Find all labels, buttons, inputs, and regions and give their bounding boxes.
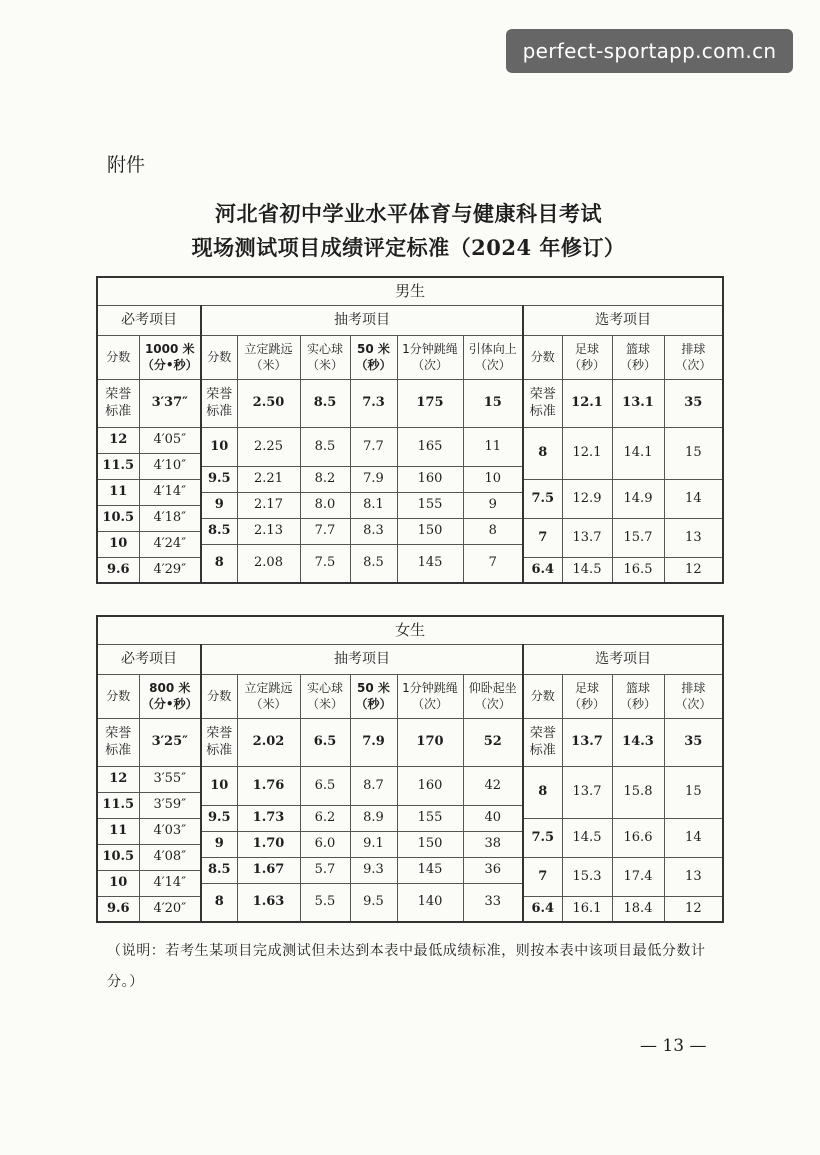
drawn-ball: 6.0	[300, 831, 350, 857]
drawn-ball: 5.7	[300, 857, 350, 883]
annex-label: 附件	[107, 154, 146, 176]
page-title: 河北省初中学业水平体育与健康科目考试	[215, 201, 602, 226]
drawn-extra: 7	[463, 544, 523, 583]
drawn-jump: 2.08	[237, 544, 300, 583]
elective-score: 6.4	[523, 557, 562, 583]
drawn-rope: 155	[397, 492, 463, 518]
run-time: 4′10″	[139, 453, 201, 479]
honor-ball: 8.5	[300, 379, 350, 427]
drawn-sprint: 9.3	[350, 857, 397, 883]
run-time: 3′59″	[139, 792, 201, 818]
run-time: 4′14″	[139, 479, 201, 505]
drawn-rope: 155	[397, 805, 463, 831]
honor-volleyball: 35	[664, 379, 723, 427]
footnote: （说明：若考生某项目完成测试但未达到本表中最低成绩标准，则按本表中该项目最低分数计分。）	[107, 943, 706, 990]
elective-football: 13.7	[562, 766, 612, 818]
honor-football: 13.7	[562, 718, 612, 766]
run-score: 9.6	[97, 896, 139, 922]
drawn-jump: 2.13	[237, 518, 300, 544]
elective-score: 8	[523, 427, 562, 479]
header-football: 足球 （秒）	[562, 335, 612, 379]
drawn-jump: 1.67	[237, 857, 300, 883]
honor-rope: 170	[397, 718, 463, 766]
honor-basketball: 14.3	[612, 718, 664, 766]
group-elective: 选考项目	[523, 305, 723, 335]
group-elective: 选考项目	[523, 644, 723, 674]
elective-score: 8	[523, 766, 562, 818]
run-time: 4′29″	[139, 557, 201, 583]
elective-volleyball: 15	[664, 427, 723, 479]
header-standing-jump: 立定跳远 （米）	[237, 335, 300, 379]
drawn-jump: 1.76	[237, 766, 300, 805]
drawn-score: 9.5	[201, 466, 237, 492]
run-score: 11	[97, 818, 139, 844]
drawn-sprint: 9.1	[350, 831, 397, 857]
run-time: 4′20″	[139, 896, 201, 922]
drawn-sprint: 8.5	[350, 544, 397, 583]
honor-label: 荣誉 标准	[523, 379, 562, 427]
honor-basketball: 13.1	[612, 379, 664, 427]
header-score: 分数	[523, 674, 562, 718]
elective-football: 13.7	[562, 518, 612, 557]
page-number: — 13 —	[640, 1036, 707, 1056]
watermark-label: perfect-sportapp.com.cn	[506, 29, 793, 73]
elective-score: 7.5	[523, 479, 562, 518]
run-score: 11	[97, 479, 139, 505]
header-run: 1000 米 （分•秒）	[139, 335, 201, 379]
drawn-ball: 5.5	[300, 883, 350, 922]
page-subtitle: 现场测试项目成绩评定标准（2024 年修订）	[191, 235, 626, 260]
drawn-sprint: 8.3	[350, 518, 397, 544]
drawn-sprint: 9.5	[350, 883, 397, 922]
drawn-score: 8	[201, 883, 237, 922]
drawn-sprint: 8.9	[350, 805, 397, 831]
honor-label: 荣誉 标准	[201, 718, 237, 766]
drawn-extra: 8	[463, 518, 523, 544]
honor-rope: 175	[397, 379, 463, 427]
honor-jump: 2.02	[237, 718, 300, 766]
drawn-score: 10	[201, 427, 237, 466]
drawn-sprint: 7.7	[350, 427, 397, 466]
female-score-table	[96, 615, 724, 923]
drawn-ball: 8.5	[300, 427, 350, 466]
elective-score: 7.5	[523, 818, 562, 857]
drawn-extra: 36	[463, 857, 523, 883]
elective-football: 12.1	[562, 427, 612, 479]
elective-basketball: 14.9	[612, 479, 664, 518]
drawn-score: 8.5	[201, 518, 237, 544]
elective-volleyball: 12	[664, 557, 723, 583]
elective-volleyball: 15	[664, 766, 723, 818]
run-time: 4′05″	[139, 427, 201, 453]
header-medicine-ball: 实心球 （米）	[300, 674, 350, 718]
run-score: 9.6	[97, 557, 139, 583]
elective-football: 12.9	[562, 479, 612, 518]
header-volleyball: 排球 （次）	[664, 674, 723, 718]
elective-basketball: 14.1	[612, 427, 664, 479]
drawn-score: 8	[201, 544, 237, 583]
drawn-ball: 6.5	[300, 766, 350, 805]
elective-basketball: 16.6	[612, 818, 664, 857]
drawn-rope: 160	[397, 766, 463, 805]
run-time: 4′14″	[139, 870, 201, 896]
run-score: 10	[97, 870, 139, 896]
run-time: 4′08″	[139, 844, 201, 870]
drawn-ball: 7.7	[300, 518, 350, 544]
elective-score: 7	[523, 518, 562, 557]
drawn-score: 9.5	[201, 805, 237, 831]
elective-volleyball: 13	[664, 518, 723, 557]
drawn-score: 10	[201, 766, 237, 805]
header-run: 800 米 （分•秒）	[139, 674, 201, 718]
elective-basketball: 15.8	[612, 766, 664, 818]
header-volleyball: 排球 （次）	[664, 335, 723, 379]
drawn-jump: 1.70	[237, 831, 300, 857]
drawn-rope: 140	[397, 883, 463, 922]
header-sit-ups: 仰卧起坐 （次）	[463, 674, 523, 718]
drawn-rope: 160	[397, 466, 463, 492]
elective-basketball: 16.5	[612, 557, 664, 583]
drawn-sprint: 8.1	[350, 492, 397, 518]
run-score: 12	[97, 427, 139, 453]
honor-ball: 6.5	[300, 718, 350, 766]
drawn-ball: 8.2	[300, 466, 350, 492]
honor-label: 荣誉 标准	[201, 379, 237, 427]
header-rope-skipping: 1分钟跳绳 （次）	[397, 335, 463, 379]
header-pull-ups: 引体向上 （次）	[463, 335, 523, 379]
drawn-score: 9	[201, 831, 237, 857]
drawn-sprint: 7.9	[350, 466, 397, 492]
elective-football: 16.1	[562, 896, 612, 922]
header-score: 分数	[97, 674, 139, 718]
drawn-extra: 42	[463, 766, 523, 805]
run-score: 11.5	[97, 792, 139, 818]
male-score-table	[96, 276, 724, 584]
run-score: 10.5	[97, 505, 139, 531]
drawn-rope: 150	[397, 831, 463, 857]
drawn-jump: 2.17	[237, 492, 300, 518]
elective-score: 7	[523, 857, 562, 896]
drawn-ball: 6.2	[300, 805, 350, 831]
drawn-ball: 7.5	[300, 544, 350, 583]
drawn-extra: 10	[463, 466, 523, 492]
drawn-rope: 145	[397, 544, 463, 583]
drawn-jump: 1.63	[237, 883, 300, 922]
run-time: 4′03″	[139, 818, 201, 844]
honor-jump: 2.50	[237, 379, 300, 427]
header-basketball: 篮球 （秒）	[612, 674, 664, 718]
elective-football: 14.5	[562, 557, 612, 583]
honor-label: 荣誉 标准	[97, 718, 139, 766]
drawn-rope: 150	[397, 518, 463, 544]
run-time: 4′18″	[139, 505, 201, 531]
elective-football: 15.3	[562, 857, 612, 896]
run-score: 10	[97, 531, 139, 557]
drawn-extra: 38	[463, 831, 523, 857]
group-drawn: 抽考项目	[201, 305, 523, 335]
elective-basketball: 18.4	[612, 896, 664, 922]
drawn-jump: 2.21	[237, 466, 300, 492]
honor-extra: 15	[463, 379, 523, 427]
group-required: 必考项目	[97, 305, 201, 335]
header-basketball: 篮球 （秒）	[612, 335, 664, 379]
drawn-jump: 1.73	[237, 805, 300, 831]
group-required: 必考项目	[97, 644, 201, 674]
honor-sprint: 7.9	[350, 718, 397, 766]
drawn-score: 8.5	[201, 857, 237, 883]
drawn-ball: 8.0	[300, 492, 350, 518]
elective-volleyball: 14	[664, 479, 723, 518]
drawn-extra: 9	[463, 492, 523, 518]
header-standing-jump: 立定跳远 （米）	[237, 674, 300, 718]
header-score: 分数	[201, 335, 237, 379]
drawn-rope: 165	[397, 427, 463, 466]
run-score: 12	[97, 766, 139, 792]
honor-football: 12.1	[562, 379, 612, 427]
honor-run-time: 3′25″	[139, 718, 201, 766]
drawn-extra: 33	[463, 883, 523, 922]
elective-basketball: 17.4	[612, 857, 664, 896]
elective-basketball: 15.7	[612, 518, 664, 557]
elective-score: 6.4	[523, 896, 562, 922]
elective-volleyball: 14	[664, 818, 723, 857]
honor-label: 荣誉 标准	[523, 718, 562, 766]
section-title: 女生	[97, 616, 723, 644]
drawn-sprint: 8.7	[350, 766, 397, 805]
honor-run-time: 3′37″	[139, 379, 201, 427]
elective-volleyball: 12	[664, 896, 723, 922]
drawn-jump: 2.25	[237, 427, 300, 466]
header-50m-sprint: 50 米 （秒）	[350, 674, 397, 718]
honor-extra: 52	[463, 718, 523, 766]
header-football: 足球 （秒）	[562, 674, 612, 718]
drawn-score: 9	[201, 492, 237, 518]
run-time: 4′24″	[139, 531, 201, 557]
group-drawn: 抽考项目	[201, 644, 523, 674]
drawn-extra: 11	[463, 427, 523, 466]
header-score: 分数	[97, 335, 139, 379]
header-medicine-ball: 实心球 （米）	[300, 335, 350, 379]
elective-volleyball: 13	[664, 857, 723, 896]
honor-sprint: 7.3	[350, 379, 397, 427]
header-50m-sprint: 50 米 （秒）	[350, 335, 397, 379]
honor-label: 荣誉 标准	[97, 379, 139, 427]
header-rope-skipping: 1分钟跳绳 （次）	[397, 674, 463, 718]
header-score: 分数	[523, 335, 562, 379]
honor-volleyball: 35	[664, 718, 723, 766]
run-score: 11.5	[97, 453, 139, 479]
drawn-extra: 40	[463, 805, 523, 831]
run-time: 3′55″	[139, 766, 201, 792]
elective-football: 14.5	[562, 818, 612, 857]
header-score: 分数	[201, 674, 237, 718]
run-score: 10.5	[97, 844, 139, 870]
drawn-rope: 145	[397, 857, 463, 883]
section-title: 男生	[97, 277, 723, 305]
